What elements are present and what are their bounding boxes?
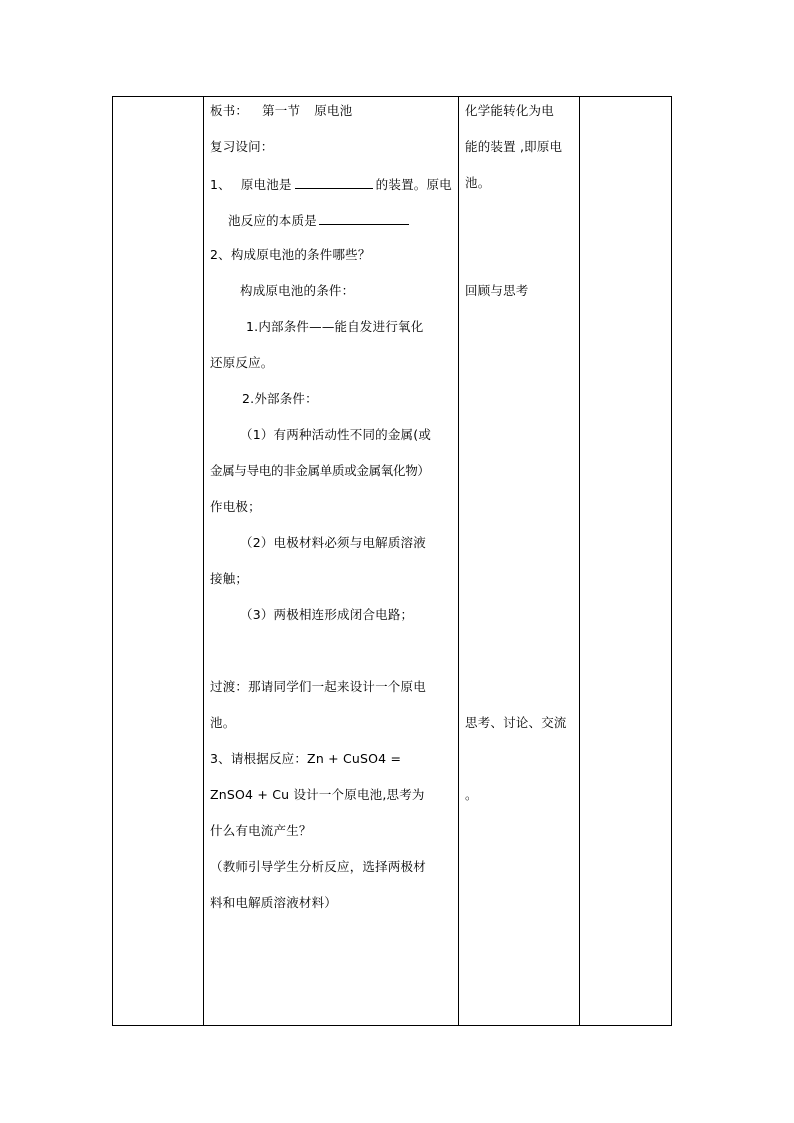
answer-line-3: 池。 xyxy=(465,175,491,190)
blank-left-column xyxy=(113,97,204,1026)
review-activity: 回顾与思考 xyxy=(465,283,529,298)
answer-line-2: 能的装置 ,即原电 xyxy=(465,139,563,154)
fill-blank xyxy=(295,175,373,189)
board-heading-topic: 原电池 xyxy=(314,103,353,118)
question-3-line-3: 什么有电流产生？ xyxy=(210,823,312,838)
question-1-text-cont: 的装置。原电 xyxy=(375,177,452,192)
conditions-title: 构成原电池的条件： xyxy=(240,283,355,298)
teacher-guide-line-1: （教师引导学生分析反应，选择两极材 xyxy=(210,859,426,874)
review-prompt: 复习设问： xyxy=(210,139,274,154)
external-condition-1-line-1: （1）有两种活动性不同的金属(或 xyxy=(240,427,432,442)
discussion-activity-end: 。 xyxy=(465,787,478,802)
question-3-line-1: 3、请根据反应：Zn + CuSO4 = xyxy=(210,751,402,766)
question-1-text: 原电池是 xyxy=(240,177,292,192)
student-activity-column xyxy=(459,97,580,1026)
external-condition-1-line-3: 作电极； xyxy=(210,499,261,514)
teaching-content-column xyxy=(204,97,459,1026)
question-1-number: 1、 xyxy=(210,177,231,192)
external-condition-3: （3）两极相连形成闭合电路； xyxy=(240,607,414,622)
transition-line-2: 池。 xyxy=(210,715,236,730)
external-condition-2-line-2: 接触； xyxy=(210,571,249,586)
discussion-activity: 思考、讨论、交流 xyxy=(465,715,567,730)
external-condition-1-line-2: 金属与导电的非金属单质或金属氧化物） xyxy=(210,463,430,478)
external-condition-title: 2.外部条件： xyxy=(242,391,318,406)
question-1 xyxy=(210,175,452,193)
question-2: 2、构成原电池的条件哪些？ xyxy=(210,247,371,262)
board-heading-label: 板书： xyxy=(210,103,249,118)
board-heading xyxy=(210,103,352,119)
blank-right-column xyxy=(580,97,672,1026)
answer-line-1: 化学能转化为电 xyxy=(465,103,554,118)
lesson-plan-table xyxy=(112,96,672,1026)
external-condition-2-line-1: （2）电极材料必须与电解质溶液 xyxy=(240,535,426,550)
table-row xyxy=(113,97,672,1026)
board-heading-section: 第一节 xyxy=(262,103,301,118)
question-1-line-2-text: 池反应的本质是 xyxy=(228,213,317,228)
question-1-line-2 xyxy=(228,211,409,229)
question-3-line-2: ZnSO4 + Cu 设计一个原电池,思考为 xyxy=(210,787,425,802)
transition-line-1: 过渡：那请同学们一起来设计一个原电 xyxy=(210,679,426,694)
internal-condition-line-1: 1.内部条件——能自发进行氧化 xyxy=(246,319,424,334)
teacher-guide-line-2: 料和电解质溶液材料） xyxy=(210,895,338,910)
fill-blank xyxy=(319,211,409,225)
internal-condition-line-2: 还原反应。 xyxy=(210,355,274,370)
